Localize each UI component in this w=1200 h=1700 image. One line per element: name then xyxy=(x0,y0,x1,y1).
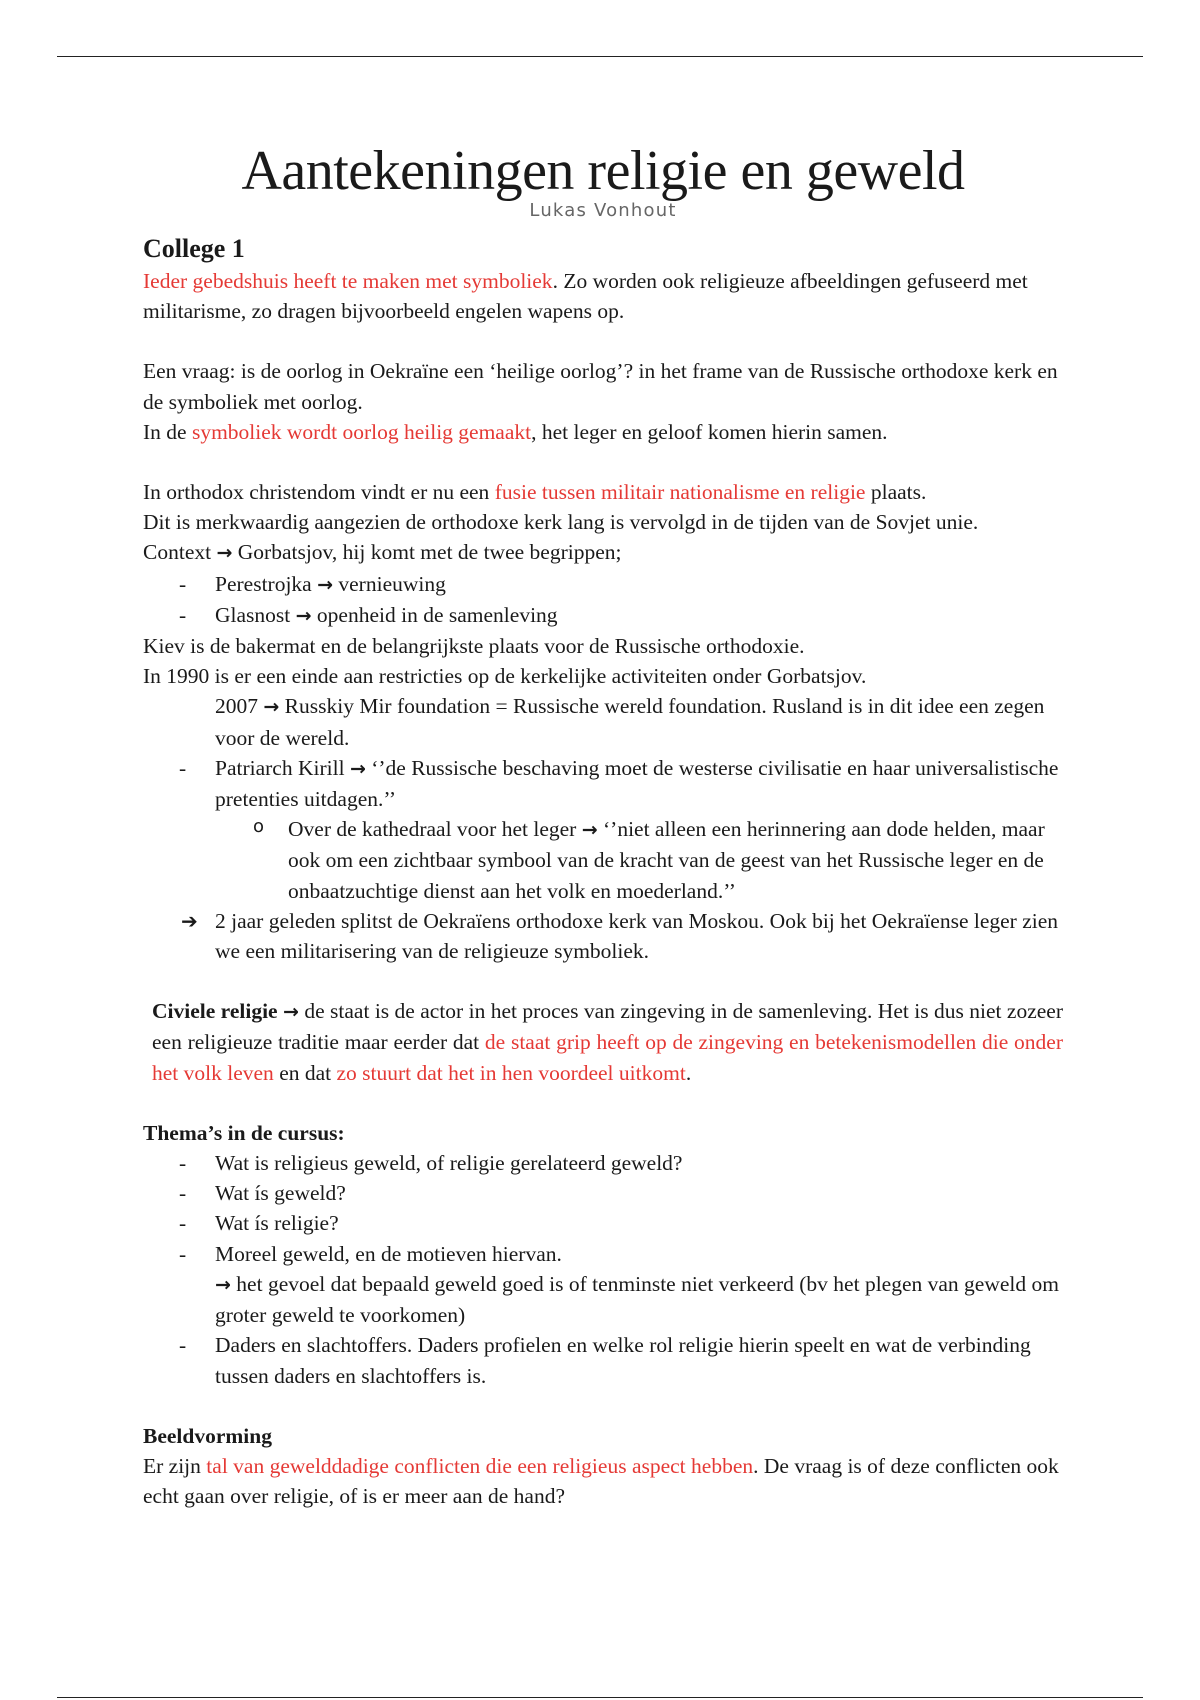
highlight: Ieder gebedshuis heeft te maken met symboliek xyxy=(143,269,553,293)
bold-arrow-icon: ➔ xyxy=(181,908,198,933)
list-subitem-thema-4: → het gevoel dat bepaald geweld goed is of tenminste niet verkeerd (bv het plegen van geweld om groter geweld te voorkomen) xyxy=(215,1271,1059,1328)
section-heading-themas: Thema’s in de cursus: xyxy=(143,1120,345,1145)
sub-item-kathedraal: o Over de kathedraal voor het leger → ‘’niet alleen een herinnering aan dode helden, maar ook om een zichtbaar symbool van de kracht van de geest van het Russische leger en de onbaatzuchtige dienst aan het volk en moederland.’’ xyxy=(143,814,1063,906)
document-author: Lukas Vonhout xyxy=(529,200,677,221)
paragraph-context: Context → Gorbatsjov, hij komt met de twee begrippen; xyxy=(143,540,622,565)
document-title: Aantekeningen religie en geweld xyxy=(241,140,965,202)
list-item-split: ➔ 2 jaar geleden splitst de Oekraïens orthodoxe kerk van Moskou. Ook bij het Oekraïense leger zien we een militarisering van de religieuze symboliek. xyxy=(143,906,1063,966)
list-item-thema-5: - Daders en slachtoffers. Daders profielen en welke rol religie hierin speelt en wat de verbinding tussen daders en slachtoffers is. xyxy=(143,1330,1063,1390)
highlight: symboliek wordt oorlog heilig gemaakt xyxy=(191,419,532,444)
arrow-icon: → xyxy=(295,604,312,627)
arrow-icon: → xyxy=(581,819,598,842)
paragraph-heilig: In de symboliek wordt oorlog heilig gemaakt, het leger en geloof komen hierin samen. xyxy=(143,419,888,444)
document-body xyxy=(143,140,1063,1511)
arrow-icon: → xyxy=(215,1273,231,1296)
arrow-icon: → xyxy=(283,1001,299,1024)
section-heading-beeldvorming: Beeldvorming xyxy=(143,1423,272,1448)
paragraph-oekraine-vraag: Een vraag: is de oorlog in Oekraïne een ‘heilige oorlog’? in het frame van de Russische orthodoxe kerk en de symboliek met oorlog. xyxy=(143,359,1058,414)
list-item-kirill: - Patriarch Kirill → ‘’de Russische beschaving moet de westerse civilisatie en haar universalistische pretenties uitdagen.’’ xyxy=(143,753,1063,814)
list-item-thema-1: - Wat is religieus geweld, of religie gerelateerd geweld? xyxy=(143,1148,1063,1178)
paragraph-fusie: In orthodox christendom vindt er nu een fusie tussen militair nationalisme en religie plaats. xyxy=(143,480,927,505)
term-civiele-religie: Civiele religie xyxy=(152,999,278,1024)
list-item-thema-2: - Wat ís geweld? xyxy=(143,1178,1063,1208)
header-rule xyxy=(57,56,1143,57)
arrow-icon: → xyxy=(349,757,366,780)
list-item-glasnost: - Glasnost → openheid in de samenleving xyxy=(143,600,1063,631)
arrow-icon: → xyxy=(216,542,233,565)
paragraph-symboliek: Ieder gebedshuis heeft te maken met symboliek. Zo worden ook religieuze afbeeldingen gefuseerd met militarisme, zo dragen bijvoorbeeld engelen wapens op. xyxy=(143,269,1028,324)
paragraph-civiele-religie: Civiele religie → de staat is de actor in het proces van zingeving in de samenleving. Het is dus niet zozeer een religieuze traditie maar eerder dat de staat grip heeft op de zingeving en betekenismodellen die onder het volk leven en dat zo stuurt dat het in hen voordeel uitkomt. xyxy=(152,999,1063,1085)
paragraph-1990: In 1990 is er een einde aan restricties op de kerkelijke activiteiten onder Gorbatsjov. xyxy=(143,664,867,689)
paragraph-kiev: Kiev is de bakermat en de belangrijkste plaats voor de Russische orthodoxie. xyxy=(143,634,805,659)
footer-rule xyxy=(57,1697,1143,1698)
paragraph-2007: 2007 → Russkiy Mir foundation = Russische wereld foundation. Rusland is in dit idee een zegen voor de wereld. xyxy=(215,694,1045,750)
paragraph-beeldvorming: Er zijn tal van gewelddadige conflicten die een religieus aspect hebben. De vraag is of deze conflicten ook echt gaan over religie, of is er meer aan de hand? xyxy=(143,1453,1059,1509)
list-item-thema-3: - Wat ís religie? xyxy=(143,1208,1063,1238)
highlight: fusie tussen militair nationalisme en religie xyxy=(494,480,866,505)
paragraph-sovjet: Dit is merkwaardig aangezien de orthodoxe kerk lang is vervolgd in de tijden van de Sovjet unie. xyxy=(143,510,979,535)
arrow-icon: → xyxy=(263,696,280,719)
highlight: tal van gewelddadige conflicten die een religieus aspect hebben xyxy=(206,1453,754,1478)
highlight: zo stuurt dat het in hen voordeel uitkomt xyxy=(336,1060,686,1085)
list-item-thema-4: - Moreel geweld, en de motieven hiervan. xyxy=(143,1239,1063,1269)
highlight: de staat grip heeft op de zingeving en betekenismodellen die onder het volk leven xyxy=(152,1030,1063,1085)
section-heading-college-1: College 1 xyxy=(143,234,245,263)
list-item-perestrojka: - Perestrojka → vernieuwing xyxy=(143,569,1063,600)
arrow-icon: → xyxy=(317,573,334,596)
